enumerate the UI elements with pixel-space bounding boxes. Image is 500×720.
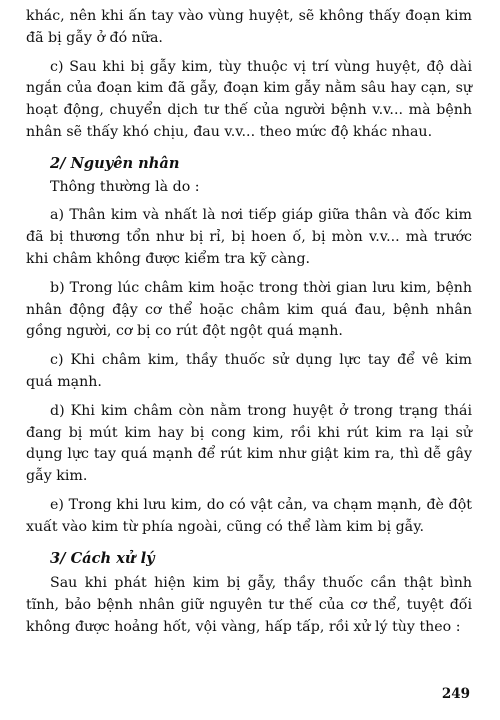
page-number: 249 [441, 686, 470, 702]
paragraph-treatment: Sau khi phát hiện kim bị gẫy, thầy thuốc cần thật bình tĩnh, bảo bệnh nhân giữ nguyên tư thế của cơ thể, tuyệt đối không được hoảng hốt, vội vàng, hấp tấp, rồi xử lý tùy theo : [26, 575, 472, 635]
section-heading-treatment: 3/ Cách xử lý [50, 549, 155, 567]
paragraph-continuation: khác, nên khi ấn tay vào vùng huyệt, sẽ không thấy đoạn kim đã bị gẫy ở đó nữa. [26, 8, 472, 46]
paragraph-cause-d: d) Khi kim châm còn nằm trong huyệt ở trong trạng thái đang bị mút kim hay bị cong kim, rồi khi rút kim ra lại sử dụng lực tay quá mạnh để rút kim như giật kim ra, thì dễ gây gẫy kim. [26, 402, 472, 485]
paragraph-cause-b: b) Trong lúc châm kim hoặc trong thời gian lưu kim, bệnh nhân động đậy cơ thể hoặc châm kim quá đau, bệnh nhân gồng người, cơ bị co rút đột ngột quá mạnh. [26, 279, 472, 340]
paragraph-cause-a: a) Thân kim và nhất là nơi tiếp giáp giữa thân và đốc kim đã bị thương tổn như bị rỉ, bị hoen ố, bị mòn v.v... mà trước khi châm không được kiểm tra kỹ càng. [26, 207, 472, 267]
paragraph-c-after-break: c) Sau khi bị gẫy kim, tùy thuộc vị trí vùng huyệt, độ dài ngắn của đoạn kim đã gẫy, đoạn kim gẫy nằm sâu hay cạn, sự hoạt động, chuyển dịch tư thế của người bệnh v.v... mà bệnh nhân sẽ thấy khó chịu, đau v.v... theo mức độ khác nhau. [26, 58, 472, 140]
section-heading-causes: 2/ Nguyên nhân [50, 154, 180, 172]
paragraph-cause-e: e) Trong khi lưu kim, do có vật cản, va chạm mạnh, đè đột xuất vào kim từ phía ngoài, cũng có thể làm kim bị gẫy. [26, 496, 472, 535]
page-body [26, 6, 472, 639]
paragraph-cause-c: c) Khi châm kim, thầy thuốc sử dụng lực tay để vê kim quá mạnh. [26, 352, 472, 390]
paragraph-intro: Thông thường là do : [50, 178, 200, 195]
